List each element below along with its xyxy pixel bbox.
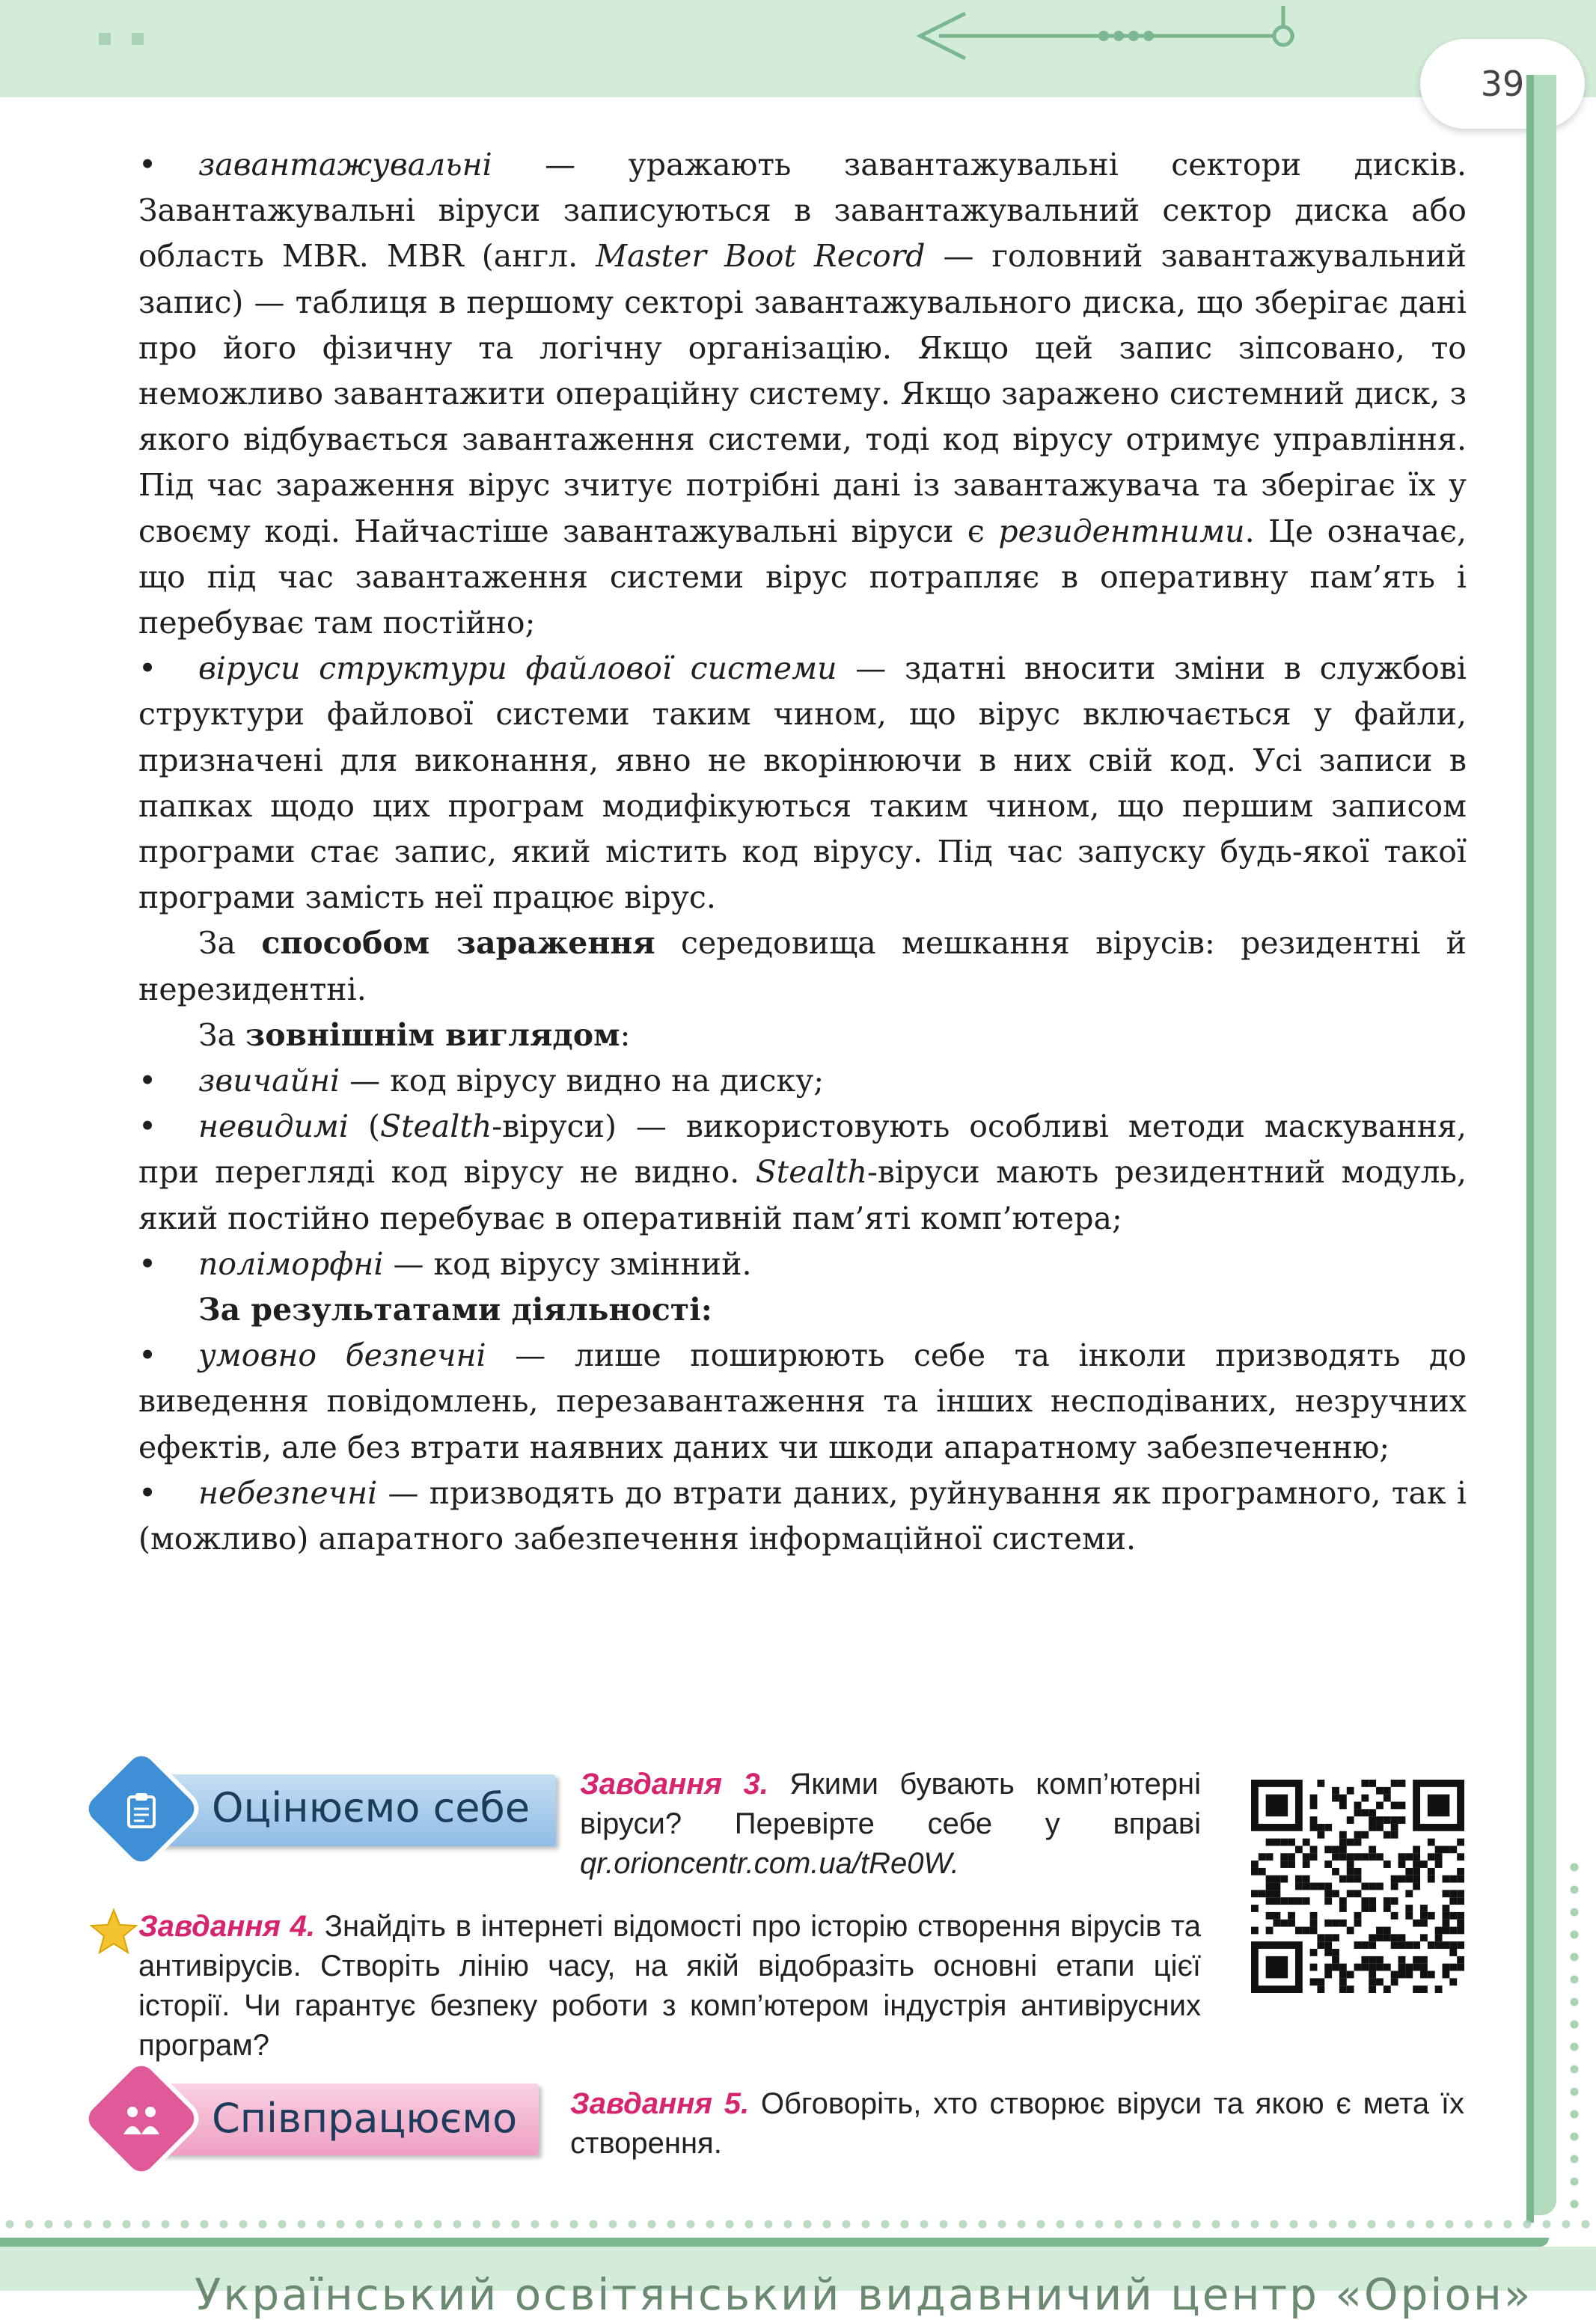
text-run: — здатні вносити зміни в службові структури файлової системи таким чином, що вірус включається у файли, призначені для виконання, явно не вкорінюючи в них свій код. Усі записи в папках щодо цих програм модифікуються таким чином, що першим записом програми стає запис, який містить код вірусу. Під час запуску будь-якої такої програми замість неї працює вірус. xyxy=(138,650,1467,916)
text-run: Stealth xyxy=(755,1154,867,1191)
text-run: -віруси) — використовують особливі методи маскування, при перегляді код вірусу не видно. xyxy=(138,1108,1467,1191)
header-dots xyxy=(99,33,144,45)
bullet-paragraph xyxy=(138,1471,1467,1562)
side-dots xyxy=(1565,1856,1588,2215)
arrow-left-icon xyxy=(905,6,1294,66)
task-5-label: Завдання 5. xyxy=(570,2087,750,2120)
bullet-paragraph xyxy=(138,142,1467,646)
paragraph xyxy=(138,921,1467,1012)
text-run: резидентними xyxy=(998,513,1245,549)
text-run: невидимі xyxy=(198,1108,349,1145)
text-run: — код вірусу змінний. xyxy=(383,1245,752,1282)
text-run: — головний завантажувальний запис) — таблиця в першому секторі завантажувального диска, що зберігає дані про його фізичну та логічну організацію. Якщо цей запис зіпсовано, то неможливо завантажити операційну систему. Якщо заражено системний диск, з якого відбувається завантаження системи, тоді код вірусу отримує управління. Під час зараження вірус зчитує потрібні дані із завантажувача та зберігає їх у своєму коді. Найчастіше завантажувальні віруси є xyxy=(138,238,1467,549)
bullet-paragraph xyxy=(138,1058,1467,1104)
bullet-dot-icon: • xyxy=(138,1245,157,1282)
text-run: віруси структури файлової системи xyxy=(198,650,837,687)
text-run: За xyxy=(198,925,262,962)
bullet-paragraph xyxy=(138,646,1467,921)
task-4-label: Завдання 4. xyxy=(138,1910,316,1943)
star-icon xyxy=(90,1908,138,1955)
text-run: середовища мешкання вірусів: резидентні й нерезидентні. xyxy=(138,925,1467,1007)
bullet-dot-icon: • xyxy=(138,1063,157,1099)
bullet-paragraph xyxy=(138,1333,1467,1471)
bullet-paragraph xyxy=(138,1104,1467,1242)
bullet-dot-icon: • xyxy=(138,1474,157,1511)
task-5 xyxy=(570,2084,1464,2164)
people-icon xyxy=(122,2103,161,2137)
text-run: завантажувальні xyxy=(198,147,492,183)
text-run: -віруси мають резидентний модуль, який постійно перебуває в оперативній пам’яті комп’ютера; xyxy=(138,1154,1467,1236)
text-run: Master Boot Record xyxy=(596,238,926,275)
text-run: : xyxy=(620,1016,631,1053)
bullet-dot-icon: • xyxy=(138,147,157,183)
task-4 xyxy=(138,1907,1201,2066)
text-run: звичайні xyxy=(198,1063,340,1099)
text-run: . Це означає, що під час завантаження системи вірус потрапляє в оперативну пам’ять і перебуває там постійно; xyxy=(138,513,1467,641)
text-run: поліморфні xyxy=(198,1245,384,1282)
bullet-dot-icon: • xyxy=(138,1108,157,1145)
task-4-text: Знайдіть в інтернеті відомості про історію створення вірусів та антивірусів. Створіть лінію часу, на якій відобразіть основні етапи цієї історії. Чи гарантує безпеку роботи з комп’ютером індустрія антивірусних програм? xyxy=(138,1910,1201,2062)
text-run: — призводять до втрати даних, руйнування як програмного, так і (можливо) апаратного забезпечення інформаційної системи. xyxy=(138,1474,1467,1557)
footer-dots xyxy=(0,2215,1596,2233)
page-number: 39 xyxy=(1420,39,1585,129)
publisher-footer: Український освітянський видавничий центр «Оріон» xyxy=(195,2269,1533,2320)
text-run: За результатами діяльності: xyxy=(198,1292,712,1328)
bullet-dot-icon: • xyxy=(138,650,157,687)
task-3-label: Завдання 3. xyxy=(580,1768,768,1801)
frame-bottom xyxy=(0,2238,1549,2247)
evaluate-badge: Оцінюємо себе xyxy=(212,1783,531,1831)
text-run: небезпечні xyxy=(198,1474,378,1511)
text-run: — уражають завантажувальні сектори дисків. Завантажувальні віруси записуються в завантажувальний сектор диска або область MBR. MBR (англ. xyxy=(138,147,1467,275)
text-run: зовнішнім виглядом xyxy=(245,1016,620,1053)
bullet-dot-icon: • xyxy=(138,1337,157,1374)
task-3 xyxy=(580,1765,1201,1884)
text-run: Stealth xyxy=(379,1108,492,1145)
paragraph xyxy=(138,1287,1467,1333)
task-5-text: Обговоріть, хто створює віруси та якою є мета їх створення. xyxy=(570,2087,1465,2160)
paragraph xyxy=(138,1013,1467,1058)
cooperate-badge: Співпрацюємо xyxy=(212,2094,518,2142)
body-text xyxy=(138,142,1467,1562)
header-band xyxy=(0,0,1596,97)
text-run: — лише поширюють себе та інколи призводять до виведення повідомлень, перезавантаження та інших несподіваних, незручних ефектів, але без втрати наявних даних чи шкоди апаратному забезпеченню; xyxy=(138,1337,1467,1465)
task-3-text: Якими бувають комп’ютерні віруси? Перевірте себе у вправі xyxy=(580,1768,1201,1840)
qr-code[interactable] xyxy=(1251,1780,1464,1993)
text-run: За xyxy=(198,1016,246,1053)
footer-band xyxy=(0,2247,1596,2320)
text-run: способом зараження xyxy=(261,925,655,962)
text-run: ( xyxy=(349,1108,380,1145)
bullet-paragraph xyxy=(138,1242,1467,1287)
text-run: — код вірусу видно на диску; xyxy=(340,1063,825,1099)
task-3-link[interactable]: qr.orioncentr.com.ua/tRe0W. xyxy=(580,1847,959,1880)
right-rail-line xyxy=(1526,75,1534,2223)
text-run: умовно безпечні xyxy=(198,1337,486,1374)
right-rail xyxy=(1534,75,1556,2215)
clipboard-icon xyxy=(126,1791,157,1830)
